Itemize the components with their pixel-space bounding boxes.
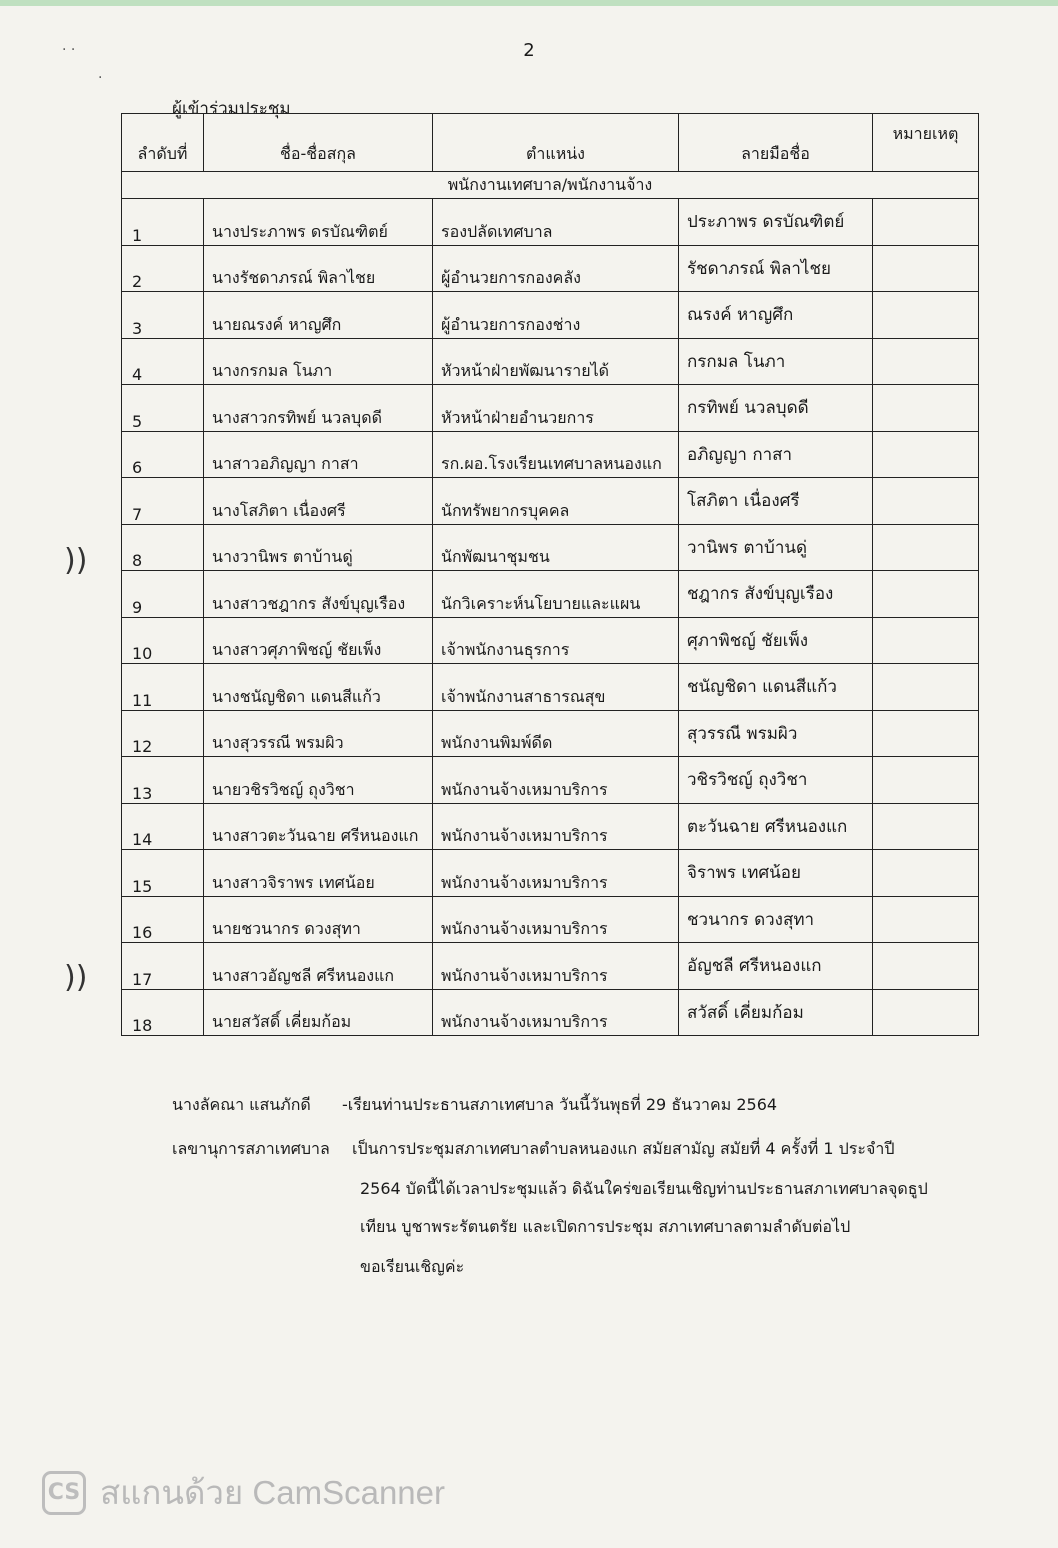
cell-remark bbox=[873, 431, 979, 478]
table-row bbox=[122, 896, 979, 943]
cell-no: 3 bbox=[122, 292, 204, 339]
camscanner-logo-icon: CS bbox=[42, 1471, 86, 1515]
cell-signature: รัชดาภรณ์ พิลาไชย bbox=[679, 245, 873, 292]
cell-no: 2 bbox=[122, 245, 204, 292]
cell-remark bbox=[873, 757, 979, 804]
note-line-4: เทียน บูชาพระรัตนตรัย และเปิดการประชุม สภาเทศบาลตามลำดับต่อไป bbox=[360, 1217, 851, 1236]
cell-no: 14 bbox=[122, 803, 204, 850]
table-row bbox=[122, 664, 979, 711]
table-row bbox=[122, 524, 979, 571]
cell-position: นักทรัพยากรบุคคล bbox=[433, 478, 679, 525]
cell-no: 13 bbox=[122, 757, 204, 804]
cell-remark bbox=[873, 199, 979, 246]
cell-signature: โสภิตา เนื่องศรี bbox=[679, 478, 873, 525]
cell-no: 10 bbox=[122, 617, 204, 664]
cell-position: หัวหน้าฝ่ายอำนวยการ bbox=[433, 385, 679, 432]
cell-signature: ประภาพร ดรบัณฑิตย์ bbox=[679, 199, 873, 246]
speaker-role: เลขานุการสภาเทศบาล bbox=[172, 1139, 330, 1158]
cell-signature: ศุภาพิชญ์ ชัยเพ็ง bbox=[679, 617, 873, 664]
table-row bbox=[122, 245, 979, 292]
cell-signature: ชวนากร ดวงสุทา bbox=[679, 896, 873, 943]
cell-signature: จิราพร เทศน้อย bbox=[679, 850, 873, 897]
cell-signature: วชิรวิชญ์ ถุงวิชา bbox=[679, 757, 873, 804]
cell-position: ผู้อำนวยการกองช่าง bbox=[433, 292, 679, 339]
cell-name: นางสาวศุภาพิชญ์ ชัยเพ็ง bbox=[204, 617, 433, 664]
header-remark: หมายเหตุ bbox=[873, 114, 979, 172]
cell-position: พนักงานจ้างเหมาบริการ bbox=[433, 896, 679, 943]
cell-name: นางสุวรรณี พรมผิว bbox=[204, 710, 433, 757]
punch-hole-mark: )) bbox=[64, 543, 88, 578]
cell-no: 9 bbox=[122, 571, 204, 618]
cell-position: พนักงานจ้างเหมาบริการ bbox=[433, 989, 679, 1036]
cell-no: 17 bbox=[122, 943, 204, 990]
cell-no: 4 bbox=[122, 338, 204, 385]
cell-position: นักวิเคราะห์นโยบายและแผน bbox=[433, 571, 679, 618]
cell-signature: อภิญญา กาสา bbox=[679, 431, 873, 478]
group-row bbox=[122, 172, 979, 199]
cell-no: 1 bbox=[122, 199, 204, 246]
header-signature: ลายมือชื่อ bbox=[679, 114, 873, 172]
header-no: ลำดับที่ bbox=[122, 114, 204, 172]
cell-remark bbox=[873, 245, 979, 292]
cell-remark bbox=[873, 989, 979, 1036]
watermark-text: สแกนด้วย CamScanner bbox=[100, 1474, 446, 1511]
cell-remark bbox=[873, 478, 979, 525]
attendee-table bbox=[121, 113, 979, 1036]
cell-remark bbox=[873, 385, 979, 432]
cell-position: รก.ผอ.โรงเรียนเทศบาลหนองแก bbox=[433, 431, 679, 478]
cell-no: 6 bbox=[122, 431, 204, 478]
cell-no: 18 bbox=[122, 989, 204, 1036]
cell-no: 15 bbox=[122, 850, 204, 897]
cell-no: 16 bbox=[122, 896, 204, 943]
header-name: ชื่อ-ชื่อสกุล bbox=[204, 114, 433, 172]
cell-remark bbox=[873, 617, 979, 664]
cell-remark bbox=[873, 710, 979, 757]
cell-name: นายณรงค์ หาญศึก bbox=[204, 292, 433, 339]
cell-remark bbox=[873, 524, 979, 571]
table-row bbox=[122, 431, 979, 478]
cell-signature: ชฎากร สังข์บุญเรือง bbox=[679, 571, 873, 618]
section-label: ผู้เข้าร่วมประชุม bbox=[172, 99, 291, 119]
cell-signature: กรกมล โนภา bbox=[679, 338, 873, 385]
note-line-5: ขอเรียนเชิญค่ะ bbox=[360, 1257, 465, 1276]
cell-no: 5 bbox=[122, 385, 204, 432]
cell-remark bbox=[873, 803, 979, 850]
table-row bbox=[122, 757, 979, 804]
table-row bbox=[122, 478, 979, 525]
cell-signature: กรทิพย์ นวลบุดดี bbox=[679, 385, 873, 432]
cell-position: พนักงานจ้างเหมาบริการ bbox=[433, 943, 679, 990]
cell-remark bbox=[873, 571, 979, 618]
cell-position: พนักงานจ้างเหมาบริการ bbox=[433, 850, 679, 897]
table-row bbox=[122, 571, 979, 618]
cell-name: นางกรกมล โนภา bbox=[204, 338, 433, 385]
page-number: 2 bbox=[523, 40, 535, 61]
table-row bbox=[122, 199, 979, 246]
cell-position: พนักงานจ้างเหมาบริการ bbox=[433, 803, 679, 850]
cell-position: พนักงานพิมพ์ดีด bbox=[433, 710, 679, 757]
cell-name: นางสาวกรทิพย์ นวลบุดดี bbox=[204, 385, 433, 432]
table-row bbox=[122, 850, 979, 897]
cell-no: 12 bbox=[122, 710, 204, 757]
cell-name: นาสาวอภิญญา กาสา bbox=[204, 431, 433, 478]
cell-no: 7 bbox=[122, 478, 204, 525]
cell-position: รองปลัดเทศบาล bbox=[433, 199, 679, 246]
cell-name: นางวานิพร ตาบ้านดู่ bbox=[204, 524, 433, 571]
cell-signature: อัญชลี ศรีหนองแก bbox=[679, 943, 873, 990]
cell-name: นายชวนากร ดวงสุทา bbox=[204, 896, 433, 943]
cell-signature: ณรงค์ หาญศึก bbox=[679, 292, 873, 339]
cell-name: นางโสภิตา เนื่องศรี bbox=[204, 478, 433, 525]
table-header-row bbox=[122, 114, 979, 172]
note-line-2: เป็นการประชุมสภาเทศบาลตำบลหนองแก สมัยสามัญ สมัยที่ 4 ครั้งที่ 1 ประจำปี bbox=[352, 1139, 895, 1158]
cell-signature: ตะวันฉาย ศรีหนองแก bbox=[679, 803, 873, 850]
scan-speck: · · bbox=[62, 42, 76, 58]
note-line-3: 2564 บัดนี้ได้เวลาประชุมแล้ว ดิฉันใคร่ขอเรียนเชิญท่านประธานสภาเทศบาลจุดธูป bbox=[360, 1179, 928, 1198]
cell-position: เจ้าพนักงานสาธารณสุข bbox=[433, 664, 679, 711]
punch-hole-mark: )) bbox=[64, 960, 88, 995]
cell-position: ผู้อำนวยการกองคลัง bbox=[433, 245, 679, 292]
cell-remark bbox=[873, 943, 979, 990]
note-line-1: -เรียนท่านประธานสภาเทศบาล วันนี้วันพุธที่ 29 ธันวาคม 2564 bbox=[342, 1095, 778, 1114]
cell-no: 8 bbox=[122, 524, 204, 571]
cell-name: นางสาวชฎากร สังข์บุญเรือง bbox=[204, 571, 433, 618]
group-title: พนักงานเทศบาล/พนักงานจ้าง bbox=[122, 172, 979, 199]
cell-remark bbox=[873, 664, 979, 711]
cell-name: นายวชิรวิชญ์ ถุงวิชา bbox=[204, 757, 433, 804]
cell-signature: วานิพร ตาบ้านดู่ bbox=[679, 524, 873, 571]
table-row bbox=[122, 803, 979, 850]
scan-edge bbox=[0, 0, 1058, 6]
table-row bbox=[122, 989, 979, 1036]
cell-signature: สวัสดิ์ เคี่ยมก้อม bbox=[679, 989, 873, 1036]
cell-remark bbox=[873, 896, 979, 943]
table-row bbox=[122, 617, 979, 664]
cell-name: นางประภาพร ดรบัณฑิตย์ bbox=[204, 199, 433, 246]
cell-position: นักพัฒนาชุมชน bbox=[433, 524, 679, 571]
camscanner-watermark bbox=[42, 1466, 445, 1519]
table-row bbox=[122, 385, 979, 432]
cell-remark bbox=[873, 292, 979, 339]
table-row bbox=[122, 943, 979, 990]
cell-no: 11 bbox=[122, 664, 204, 711]
header-position: ตำแหน่ง bbox=[433, 114, 679, 172]
cell-name: นายสวัสดิ์ เคี่ยมก้อม bbox=[204, 989, 433, 1036]
cell-signature: ชนัญชิดา แดนสีแก้ว bbox=[679, 664, 873, 711]
cell-position: เจ้าพนักงานธุรการ bbox=[433, 617, 679, 664]
cell-remark bbox=[873, 338, 979, 385]
scan-speck: · bbox=[98, 70, 103, 86]
cell-position: หัวหน้าฝ่ายพัฒนารายได้ bbox=[433, 338, 679, 385]
cell-signature: สุวรรณี พรมผิว bbox=[679, 710, 873, 757]
speaker-name: นางลัคณา แสนภักดี bbox=[172, 1095, 311, 1114]
cell-position: พนักงานจ้างเหมาบริการ bbox=[433, 757, 679, 804]
cell-name: นางสาวตะวันฉาย ศรีหนองแก bbox=[204, 803, 433, 850]
cell-name: นางชนัญชิดา แดนสีแก้ว bbox=[204, 664, 433, 711]
table-row bbox=[122, 338, 979, 385]
cell-name: นางรัชดาภรณ์ พิลาไชย bbox=[204, 245, 433, 292]
table-row bbox=[122, 710, 979, 757]
cell-remark bbox=[873, 850, 979, 897]
cell-name: นางสาวจิราพร เทศน้อย bbox=[204, 850, 433, 897]
table-row bbox=[122, 292, 979, 339]
cell-name: นางสาวอัญชลี ศรีหนองแก bbox=[204, 943, 433, 990]
